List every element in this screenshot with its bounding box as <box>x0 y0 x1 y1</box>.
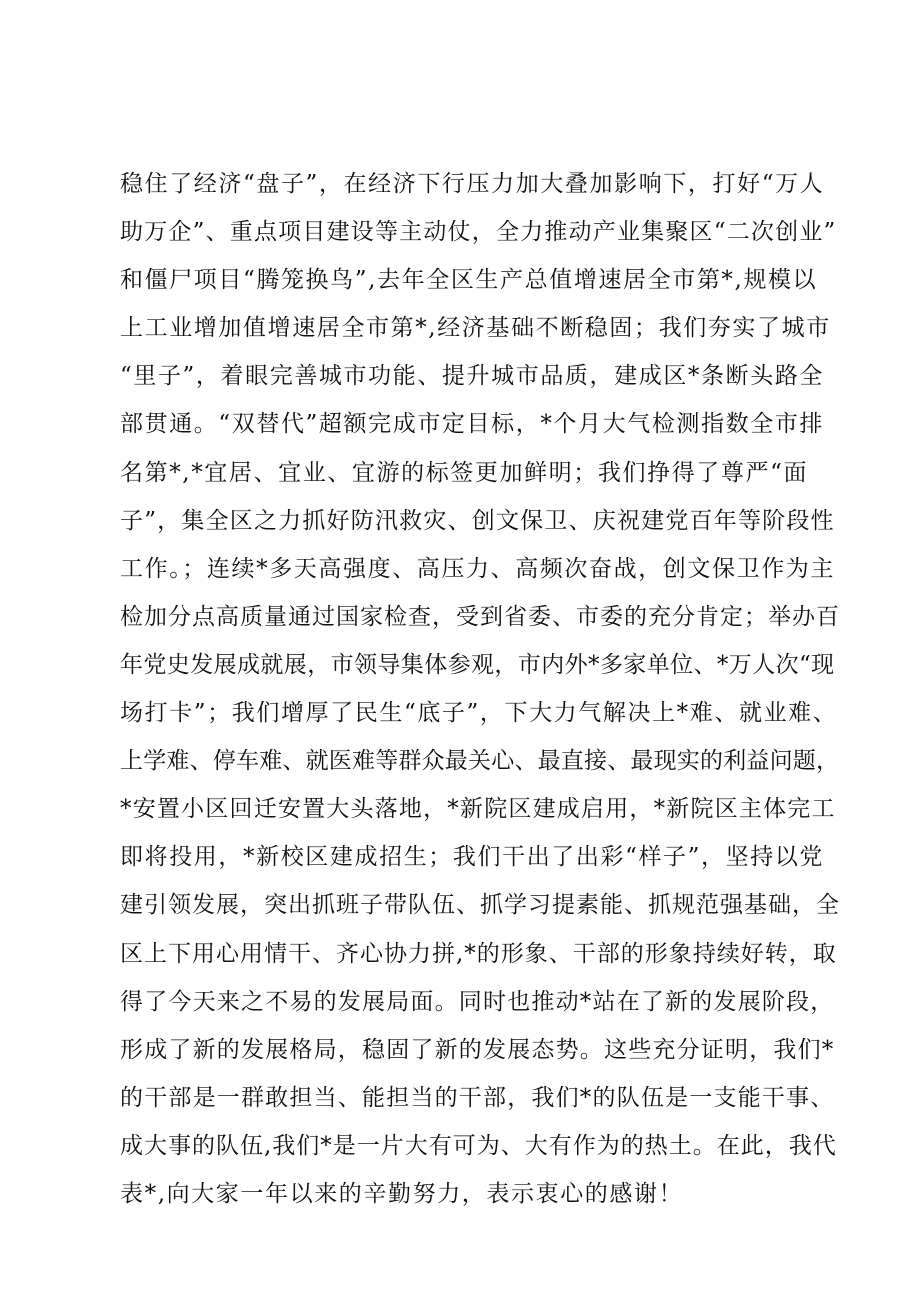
text-line-16: 建引领发展，突出抓班子带队伍、抓学习提素能、抓规范强基础，全 <box>120 892 840 919</box>
text-line-6: 部贯通。“双替代”超额完成市定目标，*个月大气检测指数全市排 <box>120 411 825 438</box>
text-line-4: 上工业增加值增速居全市第*,经济基础不断稳固；我们夯实了城市 <box>120 315 831 342</box>
text-line-17: 区上下用心用情干、齐心协力拼,*的形象、干部的形象持续好转，取 <box>120 940 837 967</box>
text-line-20: 的干部是一群敢担当、能担当的干部，我们*的队伍是一支能干事、 <box>120 1084 835 1111</box>
text-line-5: “里子”，着眼完善城市功能、提升城市品质，建成区*条断头路全 <box>120 363 825 390</box>
body-paragraph <box>120 160 840 1218</box>
text-line-7: 名第*,*宜居、宜业、宜游的标签更加鲜明；我们挣得了尊严“面 <box>120 459 809 486</box>
text-line-1: 稳住了经济“盘子”，在经济下行压力加大叠加影响下，打好“万人 <box>120 171 825 197</box>
text-line-19: 形成了新的发展格局，稳固了新的发展态势。这些充分证明，我们* <box>120 1036 835 1063</box>
text-line-14: *安置小区回迁安置大头落地，*新院区建成启用，*新院区主体完工 <box>120 796 836 823</box>
text-line-13: 上学难、停车难、就医难等群众最关心、最直接、最现实的利益问题， <box>120 748 840 775</box>
text-line-18: 得了今天来之不易的发展局面。同时也推动*站在了新的发展阶段， <box>120 988 835 1015</box>
text-line-10: 检加分点高质量通过国家检查，受到省委、市委的充分肯定；举办百 <box>120 603 840 630</box>
text-line-3: 和僵尸项目“腾笼换鸟”,去年全区生产总值增速居全市第*,规模以 <box>120 267 818 294</box>
text-line-15: 即将投用，*新校区建成招生；我们干出了出彩“样子”，坚持以党 <box>120 844 825 871</box>
text-line-9: 工作。；连续*多天高强度、高压力、高频次奋战，创文保卫作为主 <box>120 555 835 582</box>
text-line-8: 子”，集全区之力抓好防汛救灾、创文保卫、庆祝建党百年等阶段性 <box>120 507 835 534</box>
text-line-22: 表*,向大家一年以来的辛勤努力，表示衷心的感谢！ <box>120 1180 684 1207</box>
text-line-12: 场打卡”；我们增厚了民生“底子”，下大力气解决上*难、就业难、 <box>120 700 838 727</box>
text-line-11: 年党史发展成就展，市领导集体参观，市内外*多家单位、*万人次“现 <box>120 651 835 678</box>
text-line-21: 成大事的队伍,我们*是一片大有可为、大有作为的热土。在此，我代 <box>120 1132 837 1159</box>
text-line-2: 助万企”、重点项目建设等主动仗，全力推动产业集聚区“二次创业” <box>120 219 837 246</box>
